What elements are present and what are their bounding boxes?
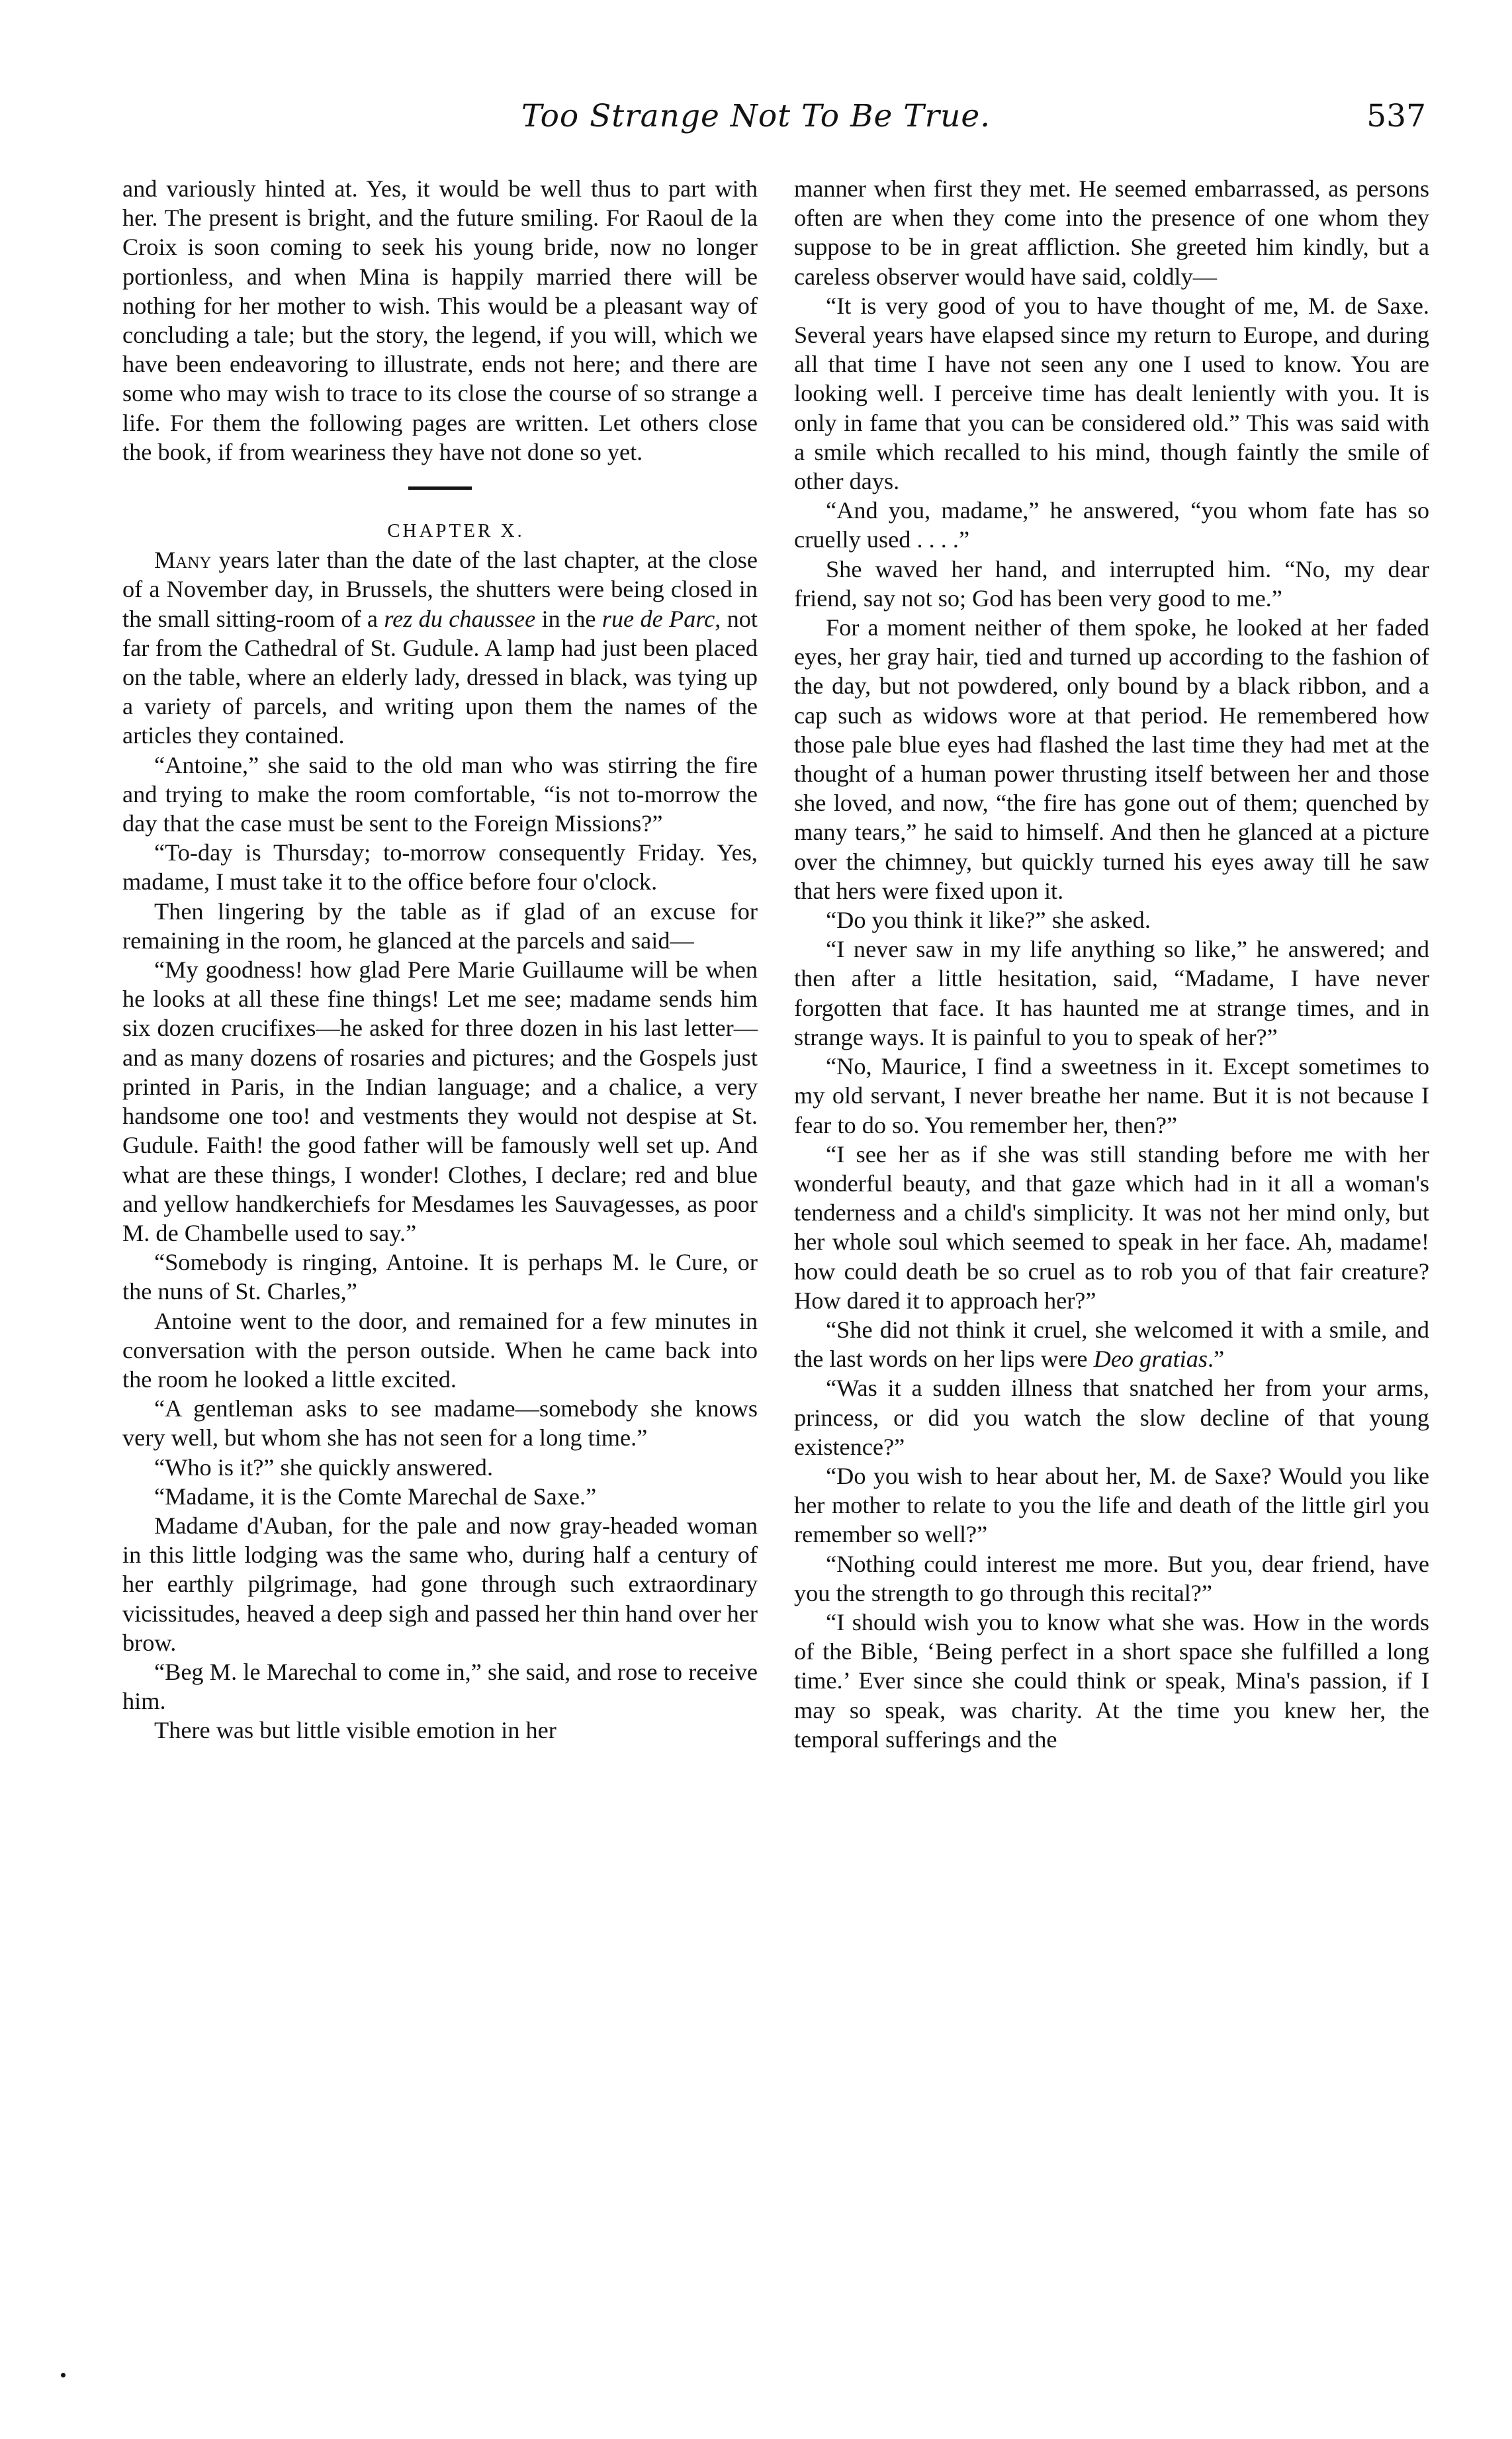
paragraph: “I should wish you to know what she was. How in the words of the Bible, ‘Being perfect in a short space she fulfilled a long time.’ Ever since she could think or speak, Mina's passion, if I may so speak, was charity. At the time you knew her, the temporal sufferings and the [794,1608,1429,1753]
paragraph: “Antoine,” she said to the old man who was stirring the fire and trying to make the room comfortable, “is not to-morrow the day that the case must be sent to the Foreign Missions?” [122,751,758,837]
print-speck [61,2373,66,2377]
paragraph: Antoine went to the door, and remained for a few minutes in conversation with the person outside. When he came back into the room he looked a little excited. [122,1307,758,1393]
paragraph: “No, Maurice, I find a sweetness in it. Except sometimes to my old servant, I never breathe her name. But it is not because I fear to do so. You remember her, then?” [794,1053,1429,1138]
text-run: .” [1208,1346,1225,1373]
paragraph: “My goodness! how glad Pere Marie Guillaume will be when he looks at all these fine things! Let me see; madame sends him six dozen crucifixes—he asked for three dozen in his last letter—and as many dozens of rosaries and pictures; and the Gospels just printed in Paris, in the Indian language; and a chalice, a very handsome one too! and vestments they would not despise at St. Gudule. Faith! the good father will be famously well set up. And what are these things, I wonder! Clothes, I declare; red and blue and yellow handkerchiefs for Mesdames les Sauvagesses, as poor M. de Chambelle used to say.” [122,956,758,1246]
paragraph: “I see her as if she was still standing before me with her wonderful beauty, and that gaze which had in it all a woman's tenderness and a child's simplicity. It was not her mind only, but her whole soul which seemed to speak in her face. Ah, madame! how could death be so cruel as to rob you of that fair creature? How dared it to approach her?” [794,1140,1429,1314]
paragraph: “Somebody is ringing, Antoine. It is perhaps M. le Cure, or the nuns of St. Charles,” [122,1249,758,1305]
paragraph: “I never saw in my life anything so like,” he answered; and then after a little hesitation, said, “Madame, I have never forgotten that face. It has haunted me at strange times, and in strange ways. It is painful to you to speak of her?” [794,936,1429,1050]
paragraph: Then lingering by the table as if glad of an excuse for remaining in the room, he glanced at the parcels and said— [122,897,758,954]
paragraph: “Who is it?” she quickly answered. [154,1453,494,1481]
italic-text: rue de Parc [601,605,715,632]
text-run: “She did not think it cruel, she welcomed it with a smile, and the last words on her lips were [794,1316,1429,1373]
paragraph: “And you, madame,” he answered, “you whom fate has so cruelly used . . . .” [794,497,1429,553]
italic-text: rez du chaussee [384,605,536,632]
left-column [122,174,758,1745]
drop-lead-word: Many [154,547,212,574]
italic-text: Deo gratias [1093,1346,1208,1373]
paragraph: “Do you think it like?” she asked. [826,907,1151,934]
right-column [794,174,1429,1754]
paragraph: and variously hinted at. Yes, it would be well thus to part with her. The present is bright, and the future smiling. For Raoul de la Croix is soon coming to seek his young bride, now no longer portionless, and when Mina is happily married there will be nothing for her mother to wish. This would be a pleasant way of concluding a tale; but the story, the legend, if you will, which we have been endeavoring to illustrate, ends not here; and there are some who may wish to trace to its close the course of so strange a life. For them the following pages are written. Let others close the book, if from weariness they have not done so yet. [122,175,758,465]
chapter-heading: CHAPTER X. [387,520,525,542]
text-run: in the [535,605,602,632]
running-title: Too Strange Not To Be True. [521,98,991,134]
paragraph: She waved her hand, and interrupted him. “No, my dear friend, say not so; God has been very good to me.” [794,555,1429,612]
paragraph [122,545,758,750]
paragraph: “Do you wish to hear about her, M. de Saxe? Would you like her mother to relate to you the life and death of the little girl you remember so well?” [794,1462,1429,1548]
paragraph: There was but little visible emotion in her [154,1717,556,1744]
paragraph: “A gentleman asks to see madame—somebody she knows very well, but whom she has not seen for a long time.” [122,1395,758,1451]
paragraph: manner when first they met. He seemed embarrassed, as persons often are when they come into the presence of one whom they suppose to be in great affliction. She greeted him kindly, but a careless observer would have said, coldly— [794,175,1429,290]
text-run: , not far from the Cathedral of St. Gudule. A lamp had just been placed on the table, where an elderly lady, dressed in black, was tying up a variety of parcels, and writing upon them the names of the articles they contained. [122,605,758,749]
paragraph: Madame d'Auban, for the pale and now gray-headed woman in this little lodging was the same who, during half a century of her earthly pilgrimage, had gone through such extraordinary vicissitudes, heaved a deep sigh and passed her thin hand over her brow. [122,1512,758,1656]
text-run: years later than the date of the last chapter, at the close of a November day, in Brussels, the shutters were being closed in the small sitting-room of a [122,547,758,632]
paragraph: “Madame, it is the Comte Marechal de Saxe.” [154,1483,597,1510]
paragraph: For a moment neither of them spoke, he looked at her faded eyes, her gray hair, tied and turned up according to the fashion of the day, but not powdered, only bound by a black ribbon, and a cap such as widows wore at that period. He remembered how those pale blue eyes had flashed the last time they had met at the thought of a human power thrusting itself between her and those she loved, and now, “the fire has gone out of them; quenched by many tears,” he said to himself. And then he glanced at a picture over the chimney, but quickly turned his eyes away till he saw that hers were fixed upon it. [794,614,1429,904]
paragraph: “Nothing could interest me more. But you, dear friend, have you the strength to go through this recital?” [794,1550,1429,1606]
page-number: 537 [1366,98,1426,134]
paragraph: “Was it a sudden illness that snatched her from your arms, princess, or did you watch the slow decline of that young existence?” [794,1375,1429,1460]
paragraph [794,1315,1429,1373]
page-header [0,98,1512,151]
paragraph: “Beg M. le Marechal to come in,” she said, and rose to receive him. [122,1658,758,1715]
section-divider [408,486,472,490]
paragraph: “To-day is Thursday; to-morrow consequently Friday. Yes, madame, I must take it to the office before four o'clock. [122,839,758,896]
paragraph: “It is very good of you to have thought of me, M. de Saxe. Several years have elapsed since my return to Europe, and during all that time I have not seen any one I used to know. You are looking well. I perceive time has dealt leniently with you. It is only in fame that you can be considered old.” This was said with a smile which recalled to his mind, though faintly the smile of other days. [794,292,1429,495]
